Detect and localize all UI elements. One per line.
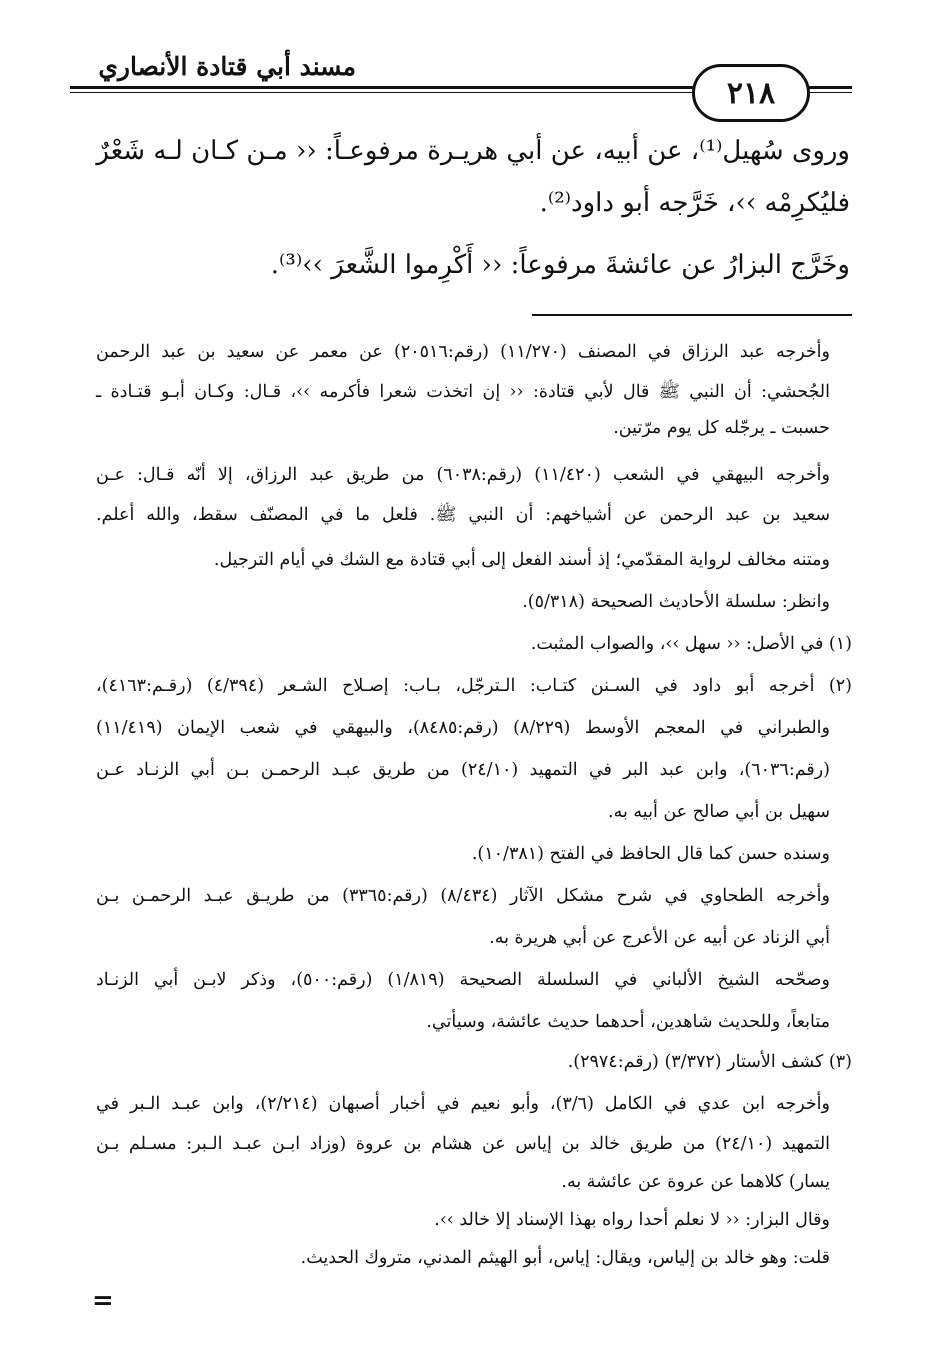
footnote-line: التمهيد (٢٤/١٠) من طريق خالد بن إياس عن هشام بن عروة (وزاد ابـن عبـد الـبر: مسـلم بـن [96,1134,831,1154]
footnote-line: متابعاً، وللحديث شاهدين، أحدهما حديث عائشة، وسيأتي. [426,1012,830,1032]
footnote-line: سعيد بن عبد الرحمن عن أشياخهم: أن النبي ﷺ. فلعل ما في المصنّف سقط، والله أعلم. [96,505,830,525]
footnote-line: الجُحشي: أن النبي ﷺ قال لأبي قتادة: ‹‹ إن اتخذت شعرا فأكرمه ››، قـال: وكـان أبـو قتـادة ـ [96,382,830,402]
main-text-line-2: فليُكرِمْه ››، خَرَّجه أبو داود⁽²⁾. [539,188,850,218]
continuation-mark: = [92,1286,114,1316]
footnote-line: وانظر: سلسلة الأحاديث الصحيحة (٥/٣١٨). [522,592,830,612]
footnote-line: (رقم:٦٠٣٦)، وابن عبد البر في التمهيد (٢٤/١٠) من طريق عبـد الرحمـن بـن أبي الزنـاد عـن [96,760,830,780]
footnote-line: وسنده حسن كما قال الحافظ في الفتح (١٠/٣٨١). [471,844,830,864]
footnote-line: وأخرجه الطحاوي في شرح مشكل الآثار (٨/٤٣٤) (رقم:٣٣٦٥) من طريـق عبـد الرحمـن بـن [96,886,830,906]
footnote-2-line: (٢) أخرجه أبو داود في السـنن كتـاب: الـترجّل، بـاب: إصـلاح الشـعر (٤/٣٩٤) (رقـم:٤١٦٣)، [96,676,852,696]
footnote-1: (١) في الأصل: ‹‹ سهل ››، والصواب المثبت. [530,634,852,654]
main-text-line-1: وروى سُهيل⁽¹⁾، عن أبيه، عن أبي هريـرة مرفوعـاً: ‹‹ مـن كـان لـه شَعْرٌ [96,136,850,166]
footnote-line: حسبت ـ يرجّله كل يوم مرّتين. [613,418,830,438]
footnote-separator [532,314,852,316]
footnote-line: وأخرجه البيهقي في الشعب (١١/٤٢٠) (رقم:٦٠٣٨) من طريق عبد الرزاق، إلا أنّه قـال: عـن [96,465,830,485]
footnote-3: (٣) كشف الأستار (٣/٣٧٢) (رقم:٢٩٧٤). [567,1052,852,1072]
footnote-line: وأخرجه عبد الرزاق في المصنف (١١/٢٧٠) (رقم:٢٠٥١٦) عن معمر عن سعيد بن عبد الرحمن [96,342,830,362]
running-header-title: مسند أبي قتادة الأنصاري [98,52,356,81]
footnote-line: أبي الزناد عن أبيه عن الأعرج عن أبي هريرة به. [489,928,830,948]
header-rule-thin [70,92,730,93]
footnote-line: ومتنه مخالف لرواية المقدّمي؛ إذ أسند الفعل إلى أبي قتادة مع الشك في أيام الترجيل. [213,550,830,570]
page-number: ٢١٨ [692,64,810,122]
footnote-line: وأخرجه ابن عدي في الكامل (٣/٦)، وأبو نعيم في أخبار أصبهان (٢/٢١٤)، وابن عبـد الـبر في [96,1094,831,1114]
footnote-line: قلت: وهو خالد بن إلياس، ويقال: إياس، أبو الهيثم المدني، متروك الحديث. [300,1248,830,1268]
footnote-line: سهيل بن أبي صالح عن أبيه به. [608,802,830,822]
header-rule [70,86,730,89]
main-text-line-3: وخَرَّج البزارُ عن عائشةَ مرفوعاً: ‹‹ أَكْرِموا الشَّعرَ ››⁽³⁾. [270,250,850,280]
footnote-line: والطبراني في المعجم الأوسط (٨/٢٢٩) (رقم:٨٤٨٥)، والبيهقي في شعب الإيمان (١١/٤١٩) [96,718,830,738]
footnote-line: وقال البزار: ‹‹ لا نعلم أحدا رواه بهذا الإسناد إلا خالد ››. [434,1210,830,1230]
footnote-line: وصحّحه الشيخ الألباني في السلسلة الصحيحة (١/٨١٩) (رقم:٥٠٠)، وذكر لابـن أبي الزنـاد [96,970,830,990]
footnote-line: يسار) كلاهما عن عروة عن عائشة به. [561,1172,830,1192]
